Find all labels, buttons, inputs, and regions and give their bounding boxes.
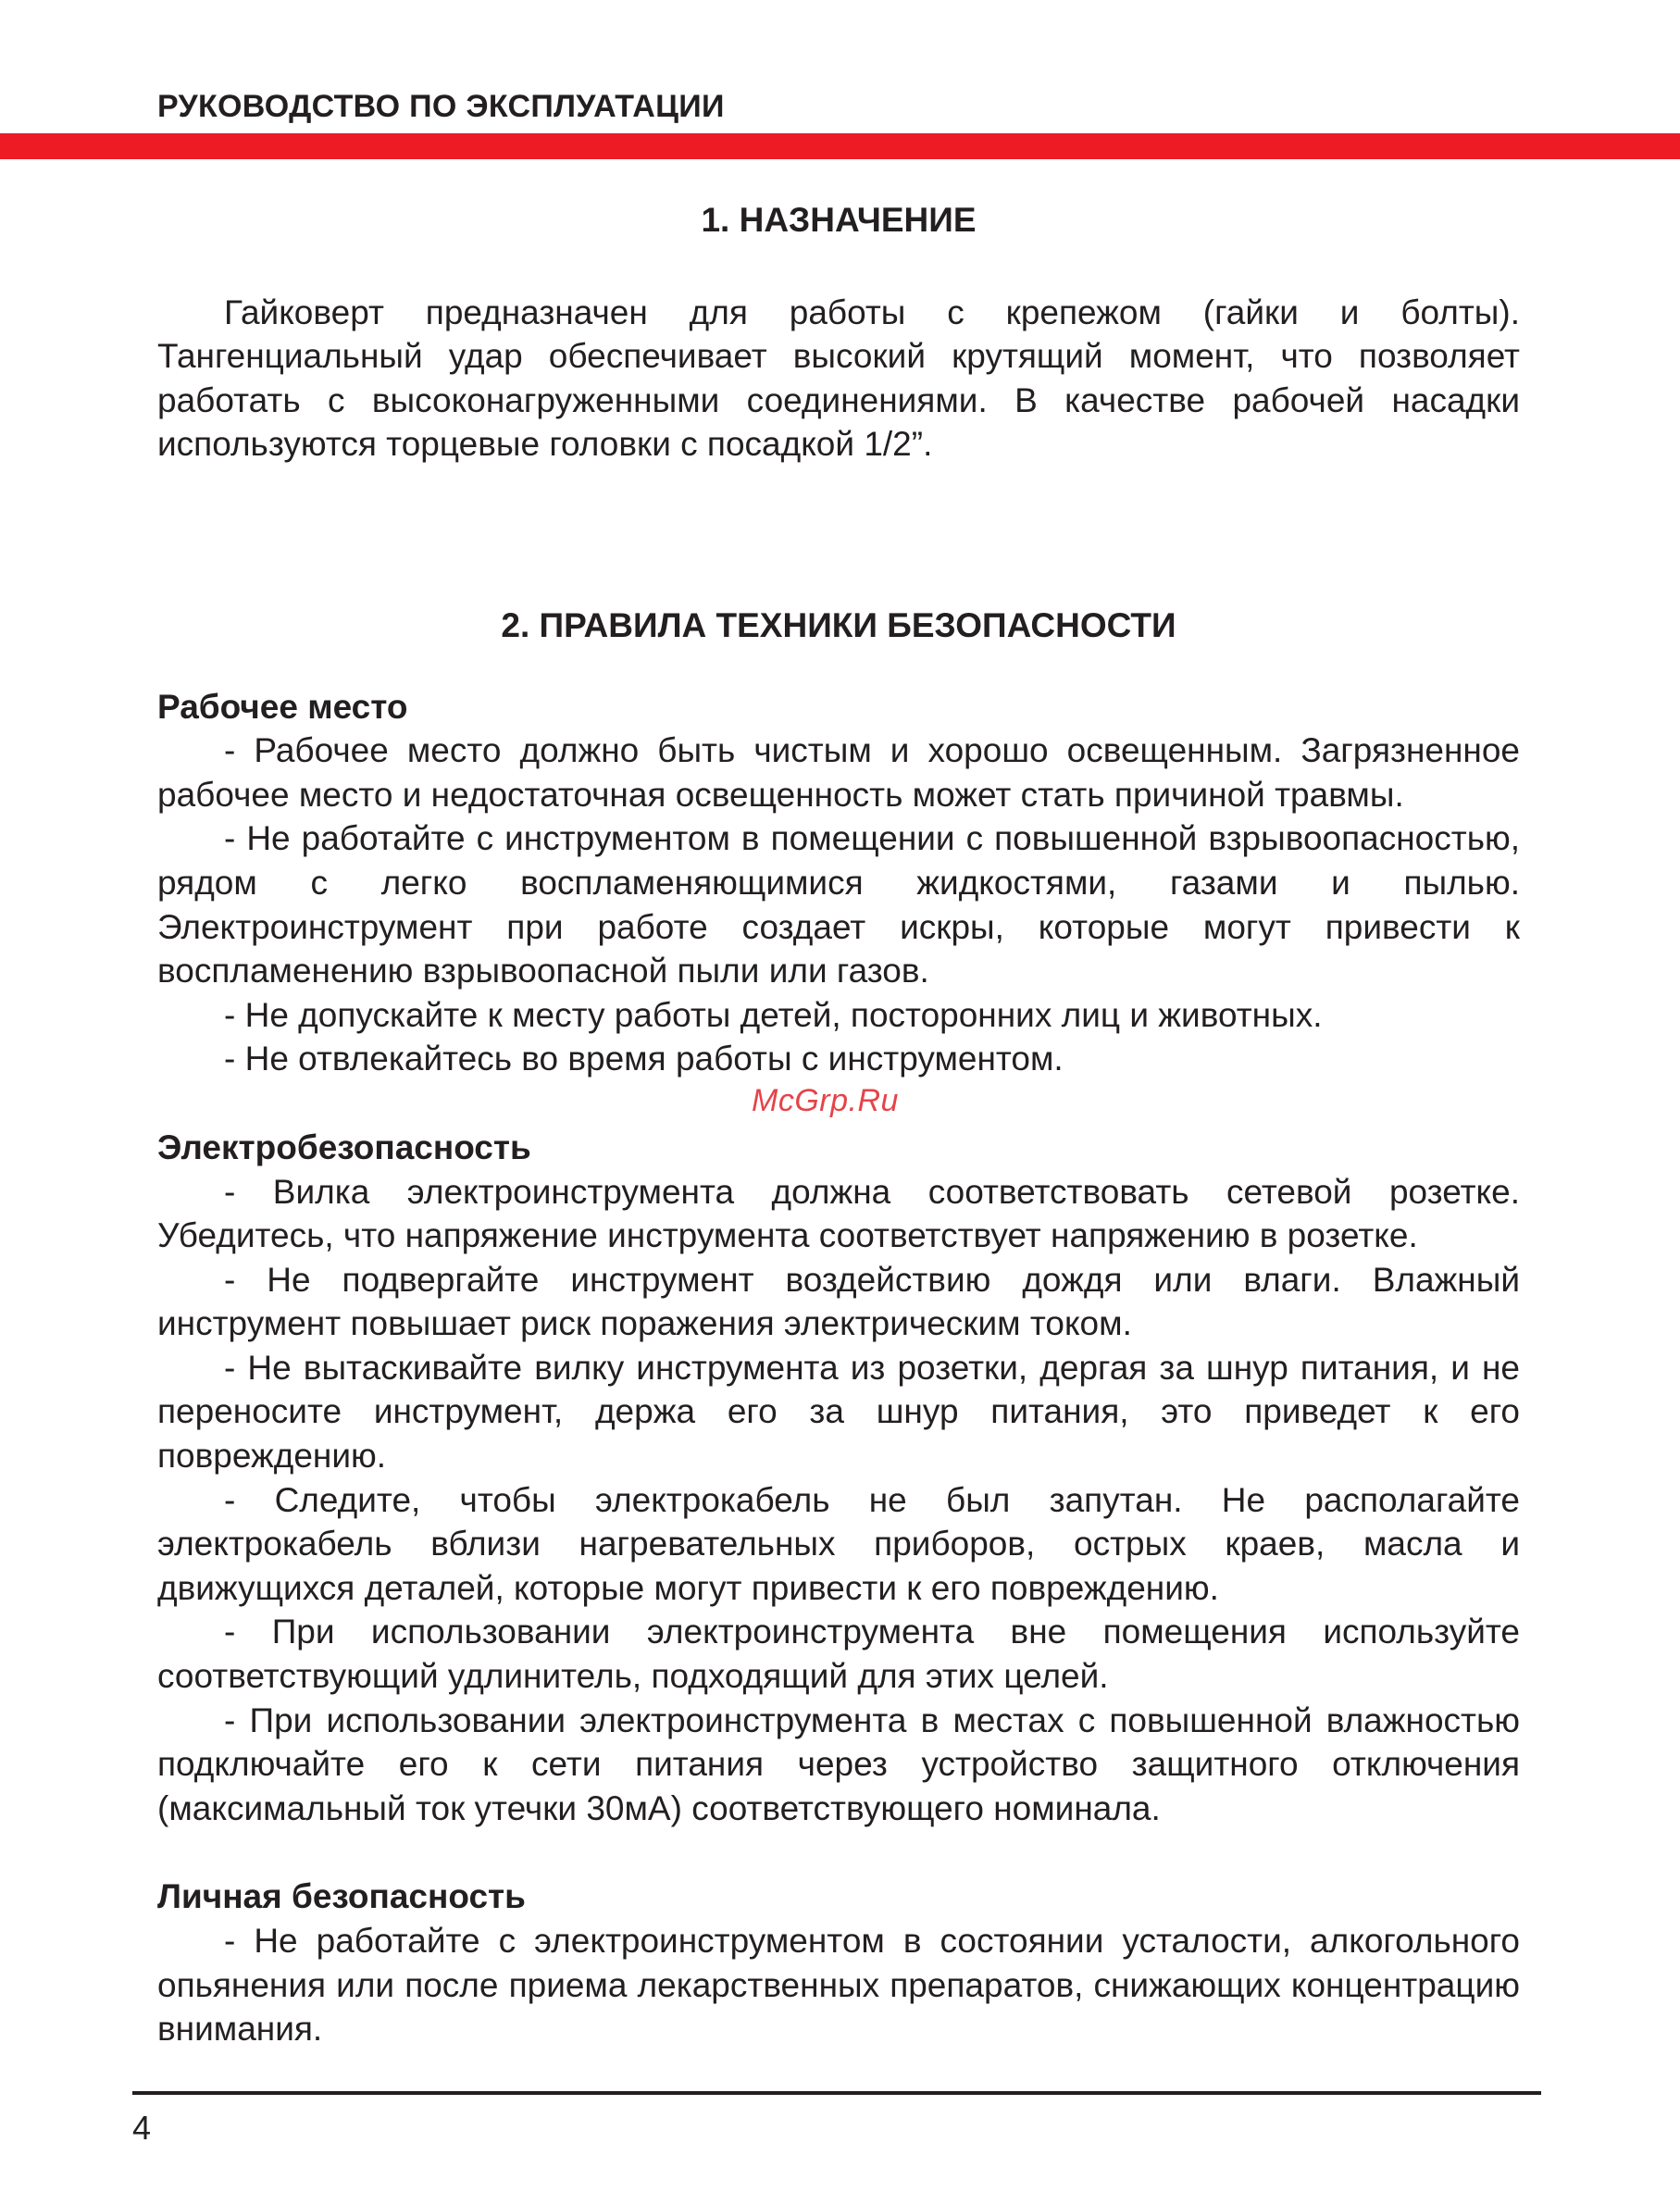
list-item: - Рабочее место должно быть чистым и хорошо освещенным. Загрязненное рабочее место и недостаточная освещенность может стать причиной травмы.	[157, 731, 1520, 814]
section-1-title: 1. НАЗНАЧЕНИЕ	[701, 201, 977, 239]
list-item: - Не отвлекайтесь во время работы с инструментом.	[224, 1040, 1064, 1078]
footer-divider	[132, 2091, 1541, 2095]
list-item: - При использовании электроинструмента вне помещения используйте соответствующий удлинитель, подходящий для этих целей.	[157, 1613, 1520, 1696]
list-item: - Не вытаскивайте вилку инструмента из розетки, дергая за шнур питания, и не переносите инструмент, держа его за шнур питания, это приведет к его повреждению.	[157, 1348, 1520, 1476]
section-2-title: 2. ПРАВИЛА ТЕХНИКИ БЕЗОПАСНОСТИ	[501, 605, 1176, 644]
section-spacer	[157, 467, 1520, 604]
page-number: 4	[132, 2109, 152, 2147]
subsection-spacer	[157, 1830, 1520, 1875]
page-content	[157, 198, 1520, 2051]
subsection-title-workplace: Рабочее место	[157, 687, 408, 726]
subsection-title-personal: Личная безопасность	[157, 1877, 526, 1916]
list-item: - Вилка электроинструмента должна соответствовать сетевой розетке. Убедитесь, что напряжение инструмента соответствует напряжению в розетке.	[157, 1172, 1520, 1255]
list-item: - Следите, чтобы электрокабель не был запутан. Не располагайте электрокабель вблизи нагревательных приборов, острых краев, масла и движущихся деталей, которые могут привести к его повреждению.	[157, 1480, 1520, 1607]
list-item: - Не работайте с инструментом в помещении с повышенной взрывоопасностью, рядом с легко воспламеняющимися жидкостями, газами и пылью. Электроинструмент при работе создает искры, которые могут привести к воспламенению взрывоопасной пыли или газов.	[157, 819, 1520, 990]
header-red-bar	[0, 133, 1680, 159]
subsection-title-electrical: Электробезопасность	[157, 1127, 531, 1166]
list-item: - Не допускайте к месту работы детей, посторонних лиц и животных.	[224, 995, 1323, 1034]
subsection-workplace	[157, 685, 1520, 1081]
watermark-text: McGrp.Ru	[752, 1083, 899, 1118]
header-title: РУКОВОДСТВО ПО ЭКСПЛУАТАЦИИ	[157, 89, 725, 124]
subsection-personal	[157, 1875, 1520, 2050]
list-item: - Не подвергайте инструмент воздействию дождя или влаги. Влажный инструмент повышает риск поражения электрическим током.	[157, 1260, 1520, 1343]
list-item: - Не работайте с электроинструментом в состоянии усталости, алкогольного опьянения или после приема лекарственных препаратов, снижающих концентрацию внимания.	[157, 1922, 1520, 2049]
section-1-text: Гайковерт предназначен для работы с крепежом (гайки и болты). Тангенциальный удар обеспечивает высокий крутящий момент, что позволяет работать с высоконагруженными соединениями. В качестве рабочей насадки используются торцевые головки с посадкой 1/2”.	[157, 293, 1520, 464]
list-item: - При использовании электроинструмента в местах с повышенной влажностью подключайте его к сети питания через устройство защитного отключения (максимальный ток утечки 30мА) соответствующего номинала.	[157, 1700, 1520, 1827]
subsection-electrical	[157, 1126, 1520, 1831]
